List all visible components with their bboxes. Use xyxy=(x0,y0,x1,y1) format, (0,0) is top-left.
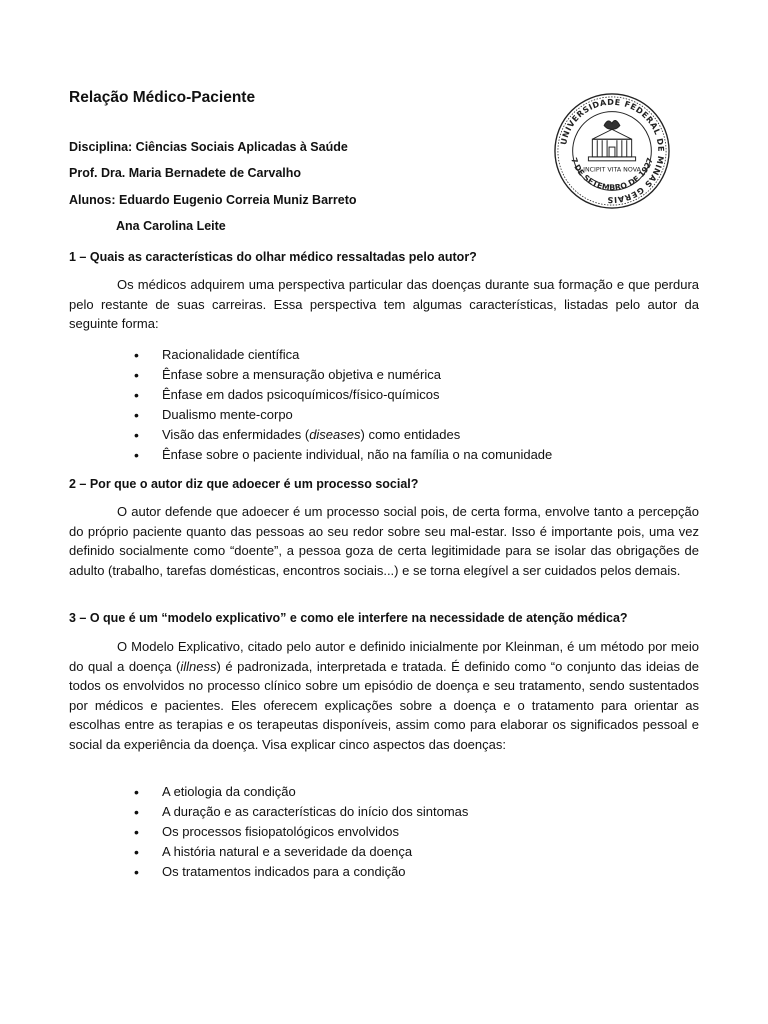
list-item xyxy=(69,425,552,445)
section1-list xyxy=(69,345,552,465)
paragraph-text: O Modelo Explicativo, citado pelo autor e definido inicialmente por Kleinman, é um método por meio do qual a doença ( xyxy=(69,639,699,674)
italic-term: diseases xyxy=(309,427,361,442)
list-item: • A história natural e a severidade da doença xyxy=(69,842,468,862)
svg-text:UNIVERSIDADE FEDERAL DE MINAS: UNIVERSIDADE FEDERAL DE MINAS GERAIS xyxy=(559,97,666,205)
university-seal-logo xyxy=(553,92,671,210)
question-1: 1 – Quais as características do olhar médico ressaltadas pelo autor? xyxy=(69,250,477,264)
list-item: • A etiologia da condição xyxy=(69,782,468,802)
list-item-text: Visão das enfermidades ( xyxy=(162,427,310,442)
svg-text:7 DE SETEMBRO DE 1927: 7 DE SETEMBRO DE 1927 xyxy=(569,156,655,193)
list-item: • Ênfase sobre o paciente individual, não na família o na comunidade xyxy=(69,445,552,465)
section3-paragraph xyxy=(69,637,699,755)
question-3: 3 – O que é um “modelo explicativo” e como ele interfere na necessidade de atenção médica? xyxy=(69,611,628,625)
list-item: • Ênfase sobre a mensuração objetiva e numérica xyxy=(69,365,552,385)
student-2-line: Ana Carolina Leite xyxy=(116,219,226,233)
students-line: Alunos: Eduardo Eugenio Correia Muniz Barreto xyxy=(69,193,357,207)
list-item: • Os tratamentos indicados para a condição xyxy=(69,862,468,882)
question-2: 2 – Por que o autor diz que adoecer é um processo social? xyxy=(69,477,419,491)
document-title: Relação Médico-Paciente xyxy=(69,89,256,106)
list-item: • A duração e as características do início dos sintomas xyxy=(69,802,468,822)
professor-line: Prof. Dra. Maria Bernadete de Carvalho xyxy=(69,166,302,180)
list-item: • Ênfase em dados psicoquímicos/físico-químicos xyxy=(69,385,552,405)
section3-list xyxy=(69,782,468,882)
list-item: • Racionalidade científica xyxy=(69,345,552,365)
section2-paragraph: O autor defende que adoecer é um processo social pois, de certa forma, envolve tanto a percepção do próprio paciente quanto das pessoas ao seu redor sobre seu mal-estar. Isso é importante pois, uma vez definido socialmente como “doente”, a pessoa goza de certa legitimidade para se isolar das obrigações de adulto (trabalho, tarefas domésticas, encontros sociais...) e se torna elegível a ser cuidados pelos demais. xyxy=(69,504,699,578)
discipline-line: Disciplina: Ciências Sociais Aplicadas à Saúde xyxy=(69,140,348,154)
section1-paragraph: Os médicos adquirem uma perspectiva particular das doenças durante sua formação e que perdura pelo restante de suas carreiras. Essa perspectiva tem algumas características, listadas pelo autor da seguinte forma: xyxy=(69,277,699,332)
list-item-text: ) como entidades xyxy=(360,427,461,442)
list-item: • Os processos fisiopatológicos envolvidos xyxy=(69,822,468,842)
list-item: • Dualismo mente-corpo xyxy=(69,405,552,425)
svg-text:INCIPIT VITA NOVA: INCIPIT VITA NOVA xyxy=(583,166,641,174)
paragraph-text: ) é padronizada, interpretada e tratada. É definido como “o conjunto das ideias de todos os envolvidos no processo clínico sobre um episódio de doença e seu tratamento, sendo sustentados por médicos e pacientes. Eles oferecem explicações sobre a doença e o tratamento para orientar as escolhas entre as terapias e os terapeutas disponíveis, assim como para elaborar os significados pessoal e social da experiência da doença. Visa explicar cinco aspectos das doenças: xyxy=(69,658,699,752)
italic-term: illness xyxy=(180,658,217,674)
